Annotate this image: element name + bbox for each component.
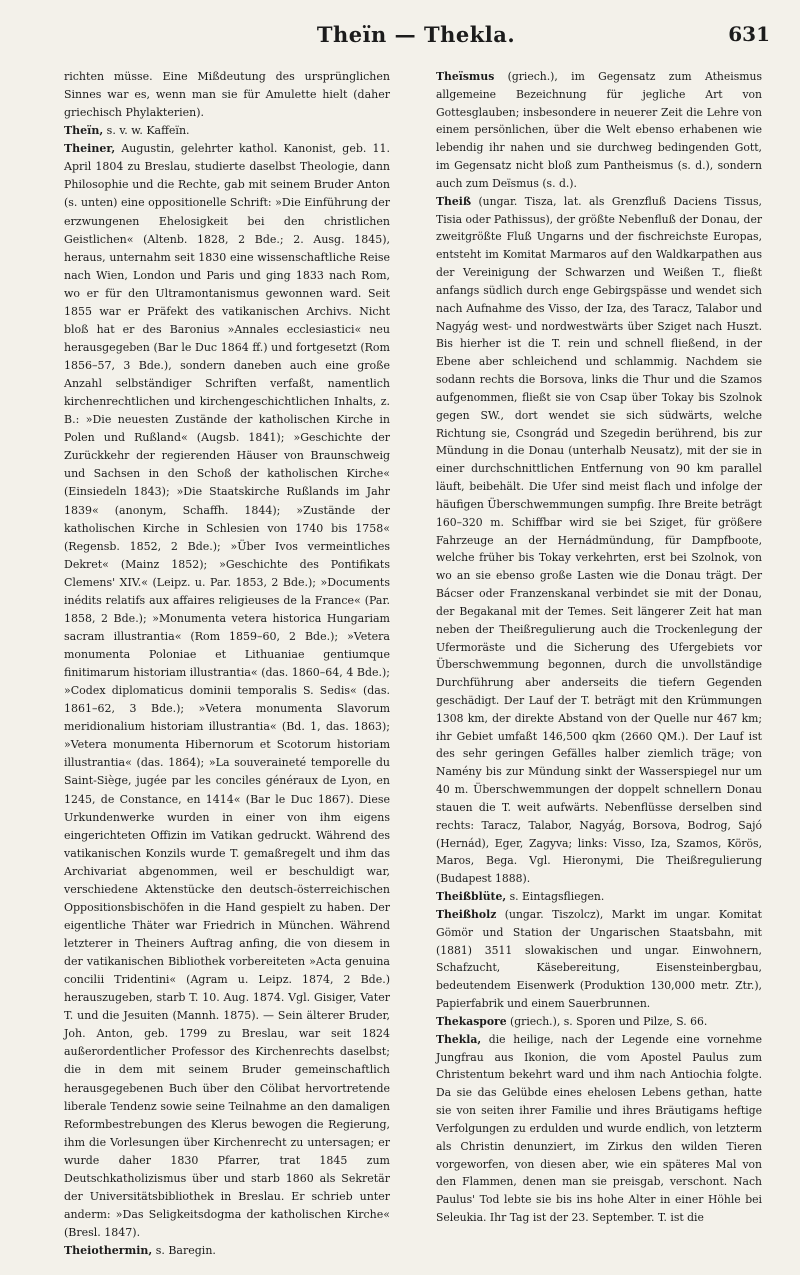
entry-headword: Theißholz xyxy=(436,907,497,921)
entry-text: richten müsse. Eine Mißdeutung des ursprünglichen Sinnes war es, wenn man sie für Amulette hielt (daher griechisch Phylakterien). xyxy=(64,70,390,120)
page-header xyxy=(62,22,770,52)
entry-headword: Thekaspore xyxy=(436,1014,507,1028)
dictionary-entry xyxy=(64,68,390,122)
dictionary-entry xyxy=(436,906,762,1013)
entry-headword: Theïsmus xyxy=(436,70,495,83)
dictionary-entry xyxy=(436,193,762,888)
entry-headword: Theiner, xyxy=(64,142,116,156)
entry-text: (griech.), s. Sporen und Pilze, S. 66. xyxy=(506,1014,708,1028)
entry-text: Augustin, gelehrter kathol. Kanonist, geb. 11. April 1804 zu Breslau, studierte daselbst Theologie, dann Philosophie und die Rechte, gab mit seinem Bruder Anton (s. unten) eine oppositionelle Schrift: »Die Einführung der erzwungenen Ehelosigkeit bei den christlichen Geistlichen« (Altenb. 1828, 2 Bde.; 2. Ausg. 1845), heraus, unternahm seit 1830 eine wissenschaftliche Reise nach Wien, London und Paris und ging 1833 nach Rom, wo er für den Ultramontanismus gewonnen ward. Seit 1855 war er Präfekt des vatikanischen Archivs. Nicht bloß hat er des Baronius »Annales ecclesiastici« neu herausgegeben (Bar le Duc 1864 ff.) und fortgesetzt (Rom 1856–57, 3 Bde.), sondern daneben auch eine große Anzahl selbständiger Schriften verfaßt, namentlich kirchenrechtlichen und kirchengeschichtlichen Inhalts, z. B.: »Die neuesten Zustände der katholischen Kirche in Polen und Rußland« (Augsb. 1841); »Geschichte der Zurückkehr der regierenden Häuser von Braunschweig und Sachsen in den Schoß der katholischen Kirche« (Einsiedeln 1843); »Die Staatskirche Rußlands im Jahr 1839« (anonym, Schaffh. 1844); »Zustände der katholischen Kirche in Schlesien von 1740 bis 1758« (Regensb. 1852, 2 Bde.); »Über Ivos vermeintliches Dekret« (Mainz 1852); »Geschichte des Pontifikats Clemens' XIV.« (Leipz. u. Par. 1853, 2 Bde.); »Documents inédits relatifs aux affaires religieuses de la France« (Par. 1858, 2 Bde.); »Monumenta vetera historica Hungariam sacram illustrantia« (Rom 1859–60, 2 Bde.); »Vetera monumenta Poloniae et Lithuaniae gentiumque finitimarum historiam illustrantia« (das. 1860–64, 4 Bde.); »Codex diplomaticus dominii temporalis S. Sedis« (das. 1861–62, 3 Bde.); »Vetera monumenta Slavorum meridionalium historiam illustrantia« (Bd. 1, das. 1863); »Vetera monumenta Hibernorum et Scotorum historiam illustrantia« (das. 1864); »La souveraineté temporelle du Saint-Siège, jugée par les conciles généraux de Lyon, en 1245, de Constance, en 1414« (Bar le Duc 1867). Diese Urkundenwerke wurden in einer von ihm eigens eingerichteten Offizin im Vatikan gedruckt. Während des vatikanischen Konzils wurde T. gemaßregelt und ihm das Archivariat abgenommen, weil er beschuldigt war, verschiedene Aktenstücke den deutsch-österreichischen Oppositionsbischöfen in die Hand gespielt zu haben. Der eigentliche Thäter war Friedrich in München. Während letzterer in Theiners Auftrag anfing, die von diesem in der vatikanischen Bibliothek vorbereiteten »Acta genuina concilii Tridentini« (Agram u. Leipz. 1874, 2 Bde.) herauszugeben, starb T. 10. Aug. 1874. Vgl. Gisiger, Vater T. und die Jesuiten (Mannh. 1875). — Sein älterer Bruder, Joh. Anton, geb. 1799 zu Breslau, war seit 1824 außerordentlicher Professor des Kirchenrechts daselbst; die in dem mit seinem Bruder gemeinschaftlich herausgegebenen Buch über den Cölibat hervortretende liberale Tendenz sowie seine Teilnahme an den damaligen Reformbestrebungen des Klerus bewogen die Regierung, ihm die Vorlesungen über Kirchenrecht zu untersagen; er wurde daher 1830 Pfarrer, trat 1845 zum Deutschkatholizismus über und starb 1860 als Sekretär der Universitätsbibliothek in Breslau. Er schrieb unter anderm: »Das Seligkeitsdogma der katholischen Kirche« (Bresl. 1847). xyxy=(64,142,390,1239)
entry-headword: Theiß xyxy=(436,194,472,208)
left-column xyxy=(64,68,390,1260)
entry-text: s. Eintagsfliegen. xyxy=(506,890,605,904)
entry-headword: Thekla, xyxy=(436,1032,482,1046)
dictionary-entry xyxy=(436,1031,762,1227)
dictionary-entry xyxy=(64,122,390,140)
dictionary-entry xyxy=(436,68,762,193)
entry-headword: Theïn, xyxy=(64,124,104,138)
running-title: Theïn — Thekla. xyxy=(316,22,516,47)
entry-text: die heilige, nach der Legende eine vornehme Jungfrau aus Ikonion, die vom Apostel Paulus zum Christentum bekehrt ward und ihm nach Antiochia folgte. Da sie das Gelübde eines ehelosen Lebens gethan, hatte sie von seiten ihrer Familie und ihres Bräutigams heftige Verfolgungen zu erdulden und wurde endlich, von letzterm als Christin denunziert, im Zirkus den wilden Tieren vorgeworfen, von diesen aber, wie ein späteres Mal von den Flammen, denen man sie preisgab, verschont. Nach Paulus' Tod lebte sie bis ins hohe Alter in einer Höhle bei Seleukia. Ihr Tag ist der 23. September. T. ist die xyxy=(436,1032,762,1224)
entry-text: (ungar. Tisza, lat. als Grenzfluß Daciens Tissus, Tisia oder Pathissus), der größte Nebenfluß der Donau, der zweitgrößte Fluß Ungarns und der fischreichste Europas, entsteht im Komitat Marmaros auf den Waldkarpathen aus der Vereinigung der Schwarzen und Weißen T., fließt anfangs südlich durch enge Gebirgspässe und wendet sich nach Aufnahme des Visso, der Iza, des Taracz, Talabor und Nagyág west- und nordwestwärts über Sziget nach Huszt. Bis hierher ist die T. rein und schnell fließend, in der Ebene aber schleichend und schlammig. Nachdem sie sodann rechts die Borsova, links die Thur und die Szamos aufgenommen, fließt sie von Csap über Tokay bis Szolnok gegen SW., dort wendet sie sich südwärts, welche Richtung sie, Csongrád und Szegedin berührend, bis zur Mündung in die Donau (unterhalb Neusatz), mit der sie in einer durchschnittlichen Entfernung von 90 km parallel läuft, beibehält. Die Ufer sind meist flach und infolge der häufigen Überschwemmungen sumpfig. Ihre Breite beträgt 160–320 m. Schiffbar wird sie bei Sziget, für größere Fahrzeuge an der Hernádmündung, für Dampfboote, welche früher bis Tokay verkehrten, erst bei Szolnok, von wo an sie ebenso große Lasten wie die Donau trägt. Der Bácser oder Franzenskanal verbindet sie mit der Donau, der Begakanal mit der Temes. Seit längerer Zeit hat man neben der Theißregulierung auch die Trockenlegung der Ufermoräste und die Sicherung des Ufergebiets vor Überschwemmung begonnen, durch die unvollständige Durchführung aber anderseits die tiefern Gegenden geschädigt. Der Lauf der T. beträgt mit den Krümmungen 1308 km, der direkte Abstand von der Quelle nur 467 km; ihr Gebiet umfaßt 146,500 qkm (2660 QM.). Der Lauf ist des sehr geringen Gefälles halber ziemlich träge; von Namény bis zur Mündung sinkt der Wasserspiegel nur um 40 m. Überschwemmungen der doppelt schnellern Donau stauen die T. weit aufwärts. Nebenflüsse derselben sind rechts: Taracz, Talabor, Nagyág, Borsova, Bodrog, Sajó (Hernád), Eger, Zagyva; links: Visso, Iza, Szamos, Körös, Maros, Bega. Vgl. Hieronymi, Die Theißregulierung (Budapest 1888). xyxy=(436,194,762,886)
entry-text: s. v. w. Kaffeïn. xyxy=(103,124,190,138)
dictionary-entry xyxy=(64,1242,390,1260)
dictionary-entry xyxy=(436,1013,762,1031)
dictionary-entry xyxy=(64,140,390,1242)
dictionary-entry xyxy=(436,888,762,906)
entry-headword: Theißblüte, xyxy=(436,890,507,904)
right-column xyxy=(436,68,762,1227)
entry-text: s. Baregin. xyxy=(152,1244,216,1258)
entry-text: (ungar. Tiszolcz), Markt im ungar. Komitat Gömör und Station der Ungarischen Staatsbahn, mit (1881) 3511 slowakischen und ungar. Einwohnern, Schafzucht, Käsebereitung, Eisensteinbergbau, bedeutendem Eisenwerk (Produktion 130,000 metr. Ztr.), Papierfabrik und einem Sauerbrunnen. xyxy=(436,907,762,1011)
entry-text: (griech.), im Gegensatz zum Atheismus allgemeine Bezeichnung für jegliche Art von Gottesglauben; insbesondere in neuerer Zeit die Lehre von einem persönlichen, über die Welt ebenso erhabenen wie lebendig ihr nahen und sie durchweg bedingenden Gott, im Gegensatz nicht bloß zum Pantheismus (s. d.), sondern auch zum Deïsmus (s. d.). xyxy=(436,70,762,190)
entry-headword: Theiothermin, xyxy=(64,1244,153,1258)
page-number: 631 xyxy=(728,22,770,46)
